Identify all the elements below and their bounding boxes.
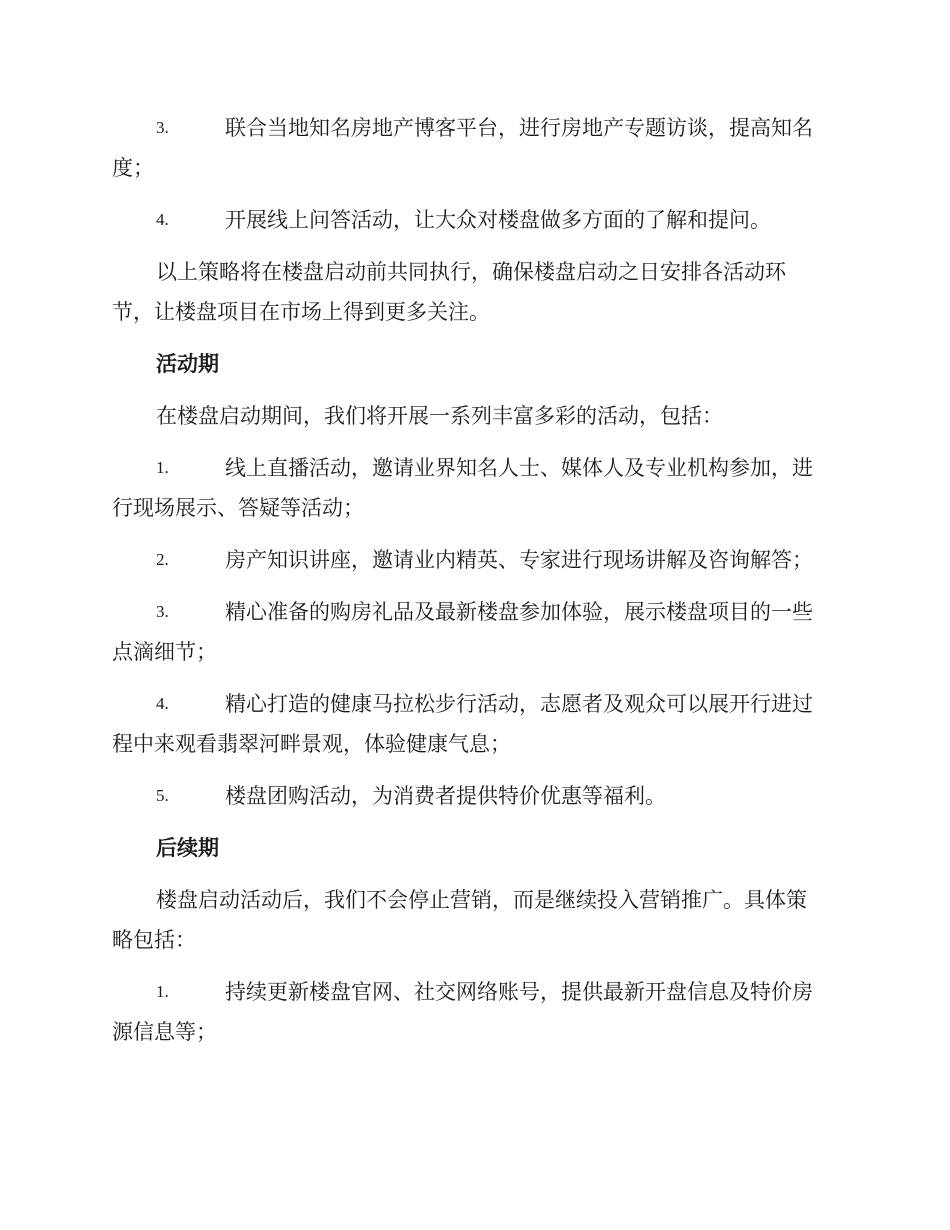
list-item-text: 精心准备的购房礼品及最新楼盘参加体验，展示楼盘项目的一些 bbox=[225, 600, 813, 624]
section-heading-followup: 后续期 bbox=[156, 835, 219, 860]
paragraph-continuation: 略包括： bbox=[112, 928, 196, 952]
list-item-first-line bbox=[112, 776, 834, 816]
list-number: 2. bbox=[156, 550, 169, 569]
list-item bbox=[112, 776, 834, 816]
paragraph-continuation: 节，让楼盘项目在市场上得到更多关注。 bbox=[112, 300, 490, 324]
list-item-text: 房产知识讲座，邀请业内精英、专家进行现场讲解及咨询解答； bbox=[225, 548, 813, 572]
list-item-text: 楼盘团购活动，为消费者提供特价优惠等福利。 bbox=[225, 784, 666, 808]
list-item-first-line bbox=[112, 200, 834, 240]
list-number: 3. bbox=[156, 602, 169, 621]
list-item-continuation: 行现场展示、答疑等活动； bbox=[112, 496, 364, 520]
list-item-continuation: 源信息等； bbox=[112, 1020, 217, 1044]
section-heading-activity: 活动期 bbox=[156, 351, 219, 376]
list-item-continuation: 点滴细节； bbox=[112, 640, 217, 664]
list-number: 5. bbox=[156, 786, 169, 805]
list-item-text: 持续更新楼盘官网、社交网络账号，提供最新开盘信息及特价房 bbox=[225, 980, 813, 1004]
paragraph-first-line: 楼盘启动活动后，我们不会停止营销，而是继续投入营销推广。具体策 bbox=[156, 888, 807, 912]
list-item-continuation: 程中来观看翡翠河畔景观，体验健康气息； bbox=[112, 732, 511, 756]
list-number: 4. bbox=[156, 210, 169, 229]
document-body bbox=[112, 108, 834, 1064]
list-number: 3. bbox=[156, 118, 169, 137]
list-item-first-line bbox=[112, 540, 834, 580]
paragraph-first-line: 以上策略将在楼盘启动前共同执行，确保楼盘启动之日安排各活动环 bbox=[156, 260, 786, 284]
list-item bbox=[112, 972, 834, 1052]
list-item-text: 开展线上问答活动，让大众对楼盘做多方面的了解和提问。 bbox=[225, 208, 771, 232]
list-item bbox=[112, 540, 834, 580]
list-item-first-line bbox=[112, 108, 834, 148]
list-item-text: 联合当地知名房地产博客平台，进行房地产专题访谈，提高知名 bbox=[225, 116, 813, 140]
list-item-continuation: 度； bbox=[112, 156, 154, 180]
list-item-first-line bbox=[112, 972, 834, 1012]
list-item-first-line bbox=[112, 684, 834, 724]
paragraph bbox=[112, 252, 834, 332]
paragraph bbox=[112, 396, 834, 436]
list-item bbox=[112, 200, 834, 240]
list-item-text: 线上直播活动，邀请业界知名人士、媒体人及专业机构参加，进 bbox=[225, 456, 813, 480]
paragraph bbox=[112, 880, 834, 960]
list-item-text: 精心打造的健康马拉松步行活动，志愿者及观众可以展开行进过 bbox=[225, 692, 813, 716]
list-item-first-line bbox=[112, 448, 834, 488]
list-number: 4. bbox=[156, 694, 169, 713]
list-number: 1. bbox=[156, 458, 169, 477]
list-item bbox=[112, 592, 834, 672]
list-item bbox=[112, 448, 834, 528]
list-item bbox=[112, 684, 834, 764]
list-number: 1. bbox=[156, 982, 169, 1001]
list-item-first-line bbox=[112, 592, 834, 632]
list-item bbox=[112, 108, 834, 188]
paragraph-first-line: 在楼盘启动期间，我们将开展一系列丰富多彩的活动，包括： bbox=[156, 404, 723, 428]
